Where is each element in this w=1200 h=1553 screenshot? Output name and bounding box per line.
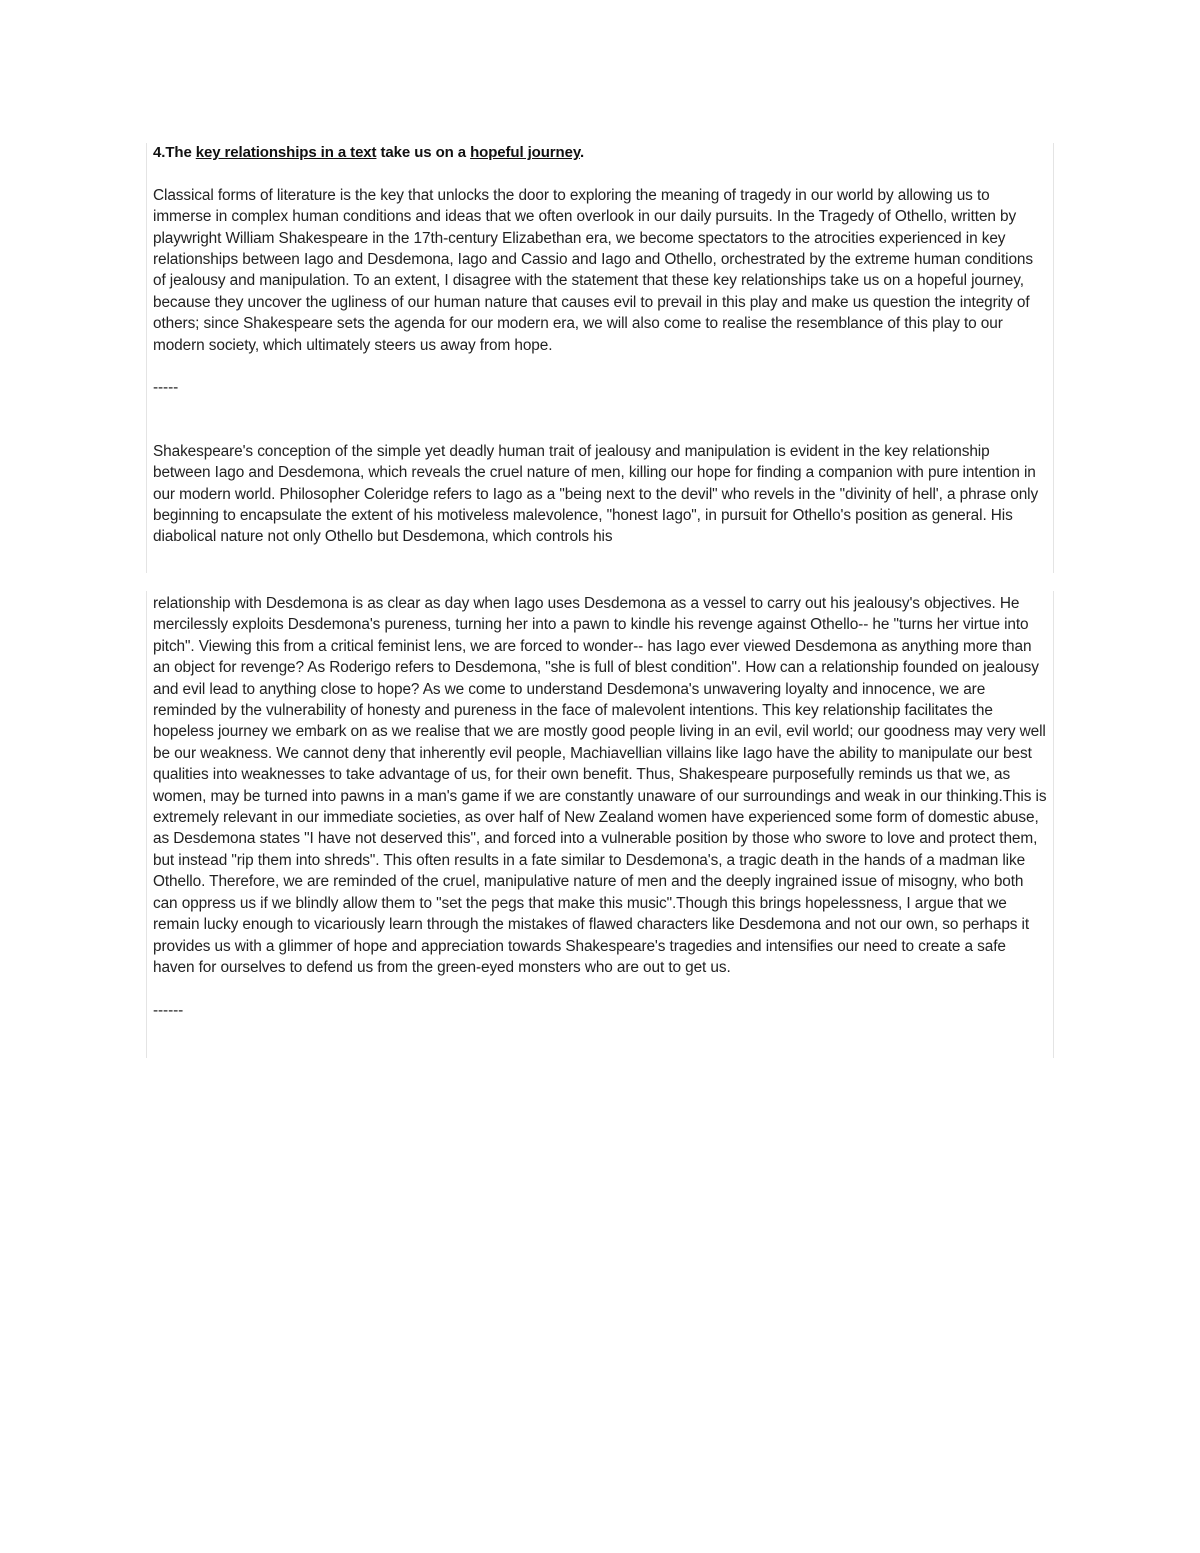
document-section-top	[153, 142, 1049, 548]
heading-underlined-phrase-1: key relationships in a text	[195, 144, 377, 161]
separator-1: -----	[153, 379, 179, 397]
heading-number: 4.	[153, 144, 166, 161]
blank-space	[153, 399, 1049, 441]
body-paragraph-part-1: Shakespeare's conception of the simple yet deadly human trait of jealousy and manipulation is evident in the key relationship between Iago and Desdemona, which reveals the cruel nature of men, killing our hope for finding a companion with pure intention in our modern world. Philosopher Coleridge refers to Iago as a "being next to the devil" who revels in the "divinity of hell', a phrase only beginning to encapsulate the extent of his motiveless malevolence, "honest Iago", in pursuit for Othello's position as general. His diabolical nature not only Othello but Desdemona, which controls his	[153, 442, 1039, 546]
heading-text-2: take us on a	[376, 144, 471, 161]
body-paragraph-part-2: relationship with Desdemona is as clear as day when Iago uses Desdemona as a vessel to carry out his jealousy's objectives. He mercilessly exploits Desdemona's pureness, turning her into a pawn to kindle his revenge against Othello-- he "turns her virtue into pitch". Viewing this from a critical feminist lens, we are forced to wonder-- has Iago ever viewed Desdemona as anything more than an object for revenge? As Roderigo refers to Desdemona, "she is full of blest condition". How can a relationship founded on jealousy and evil lead to anything close to hope? As we come to understand Desdemona's unwavering loyalty and innocence, we are reminded by the vulnerability of honesty and pureness in the face of malevolent intentions. This key relationship facilitates the hopeless journey we embark on as we realise that we are mostly good people living in an evil, evil world; our goodness may very well be our weakness. We cannot deny that inherently evil people, Machiavellian villains like Iago have the ability to manipulate our best qualities into weaknesses to take advantage of us, for their own benefit. Thus, Shakespeare purposefully reminds us that we, as women, may be turned into pawns in a man's game if we are constantly unaware of our surroundings and weak in our thinking.This is extremely relevant in our immediate societies, as over half of New Zealand women have experienced some form of domestic abuse, as Desdemona states "I have not deserved this", and forced into a vulnerable position by those who swore to love and protect them, but instead "rip them into shreds". This often results in a fate similar to Desdemona's, a tragic death in the hands of a madman like Othello. Therefore, we are reminded of the cruel, manipulative nature of men and the deeply ingrained issue of misogny, who both can oppress us if we blindly allow them to "set the pegs that make this music".Though this brings hopelessness, I argue that we remain lucky enough to vicariously learn through the mistakes of flawed characters like Desdemona and not our own, so perhaps it provides us with a glimmer of hope and appreciation towards Shakespeare's tragedies and intensifies our need to create a safe haven for ourselves to defend us from the green-eyed monsters who are out to get us.	[153, 595, 1047, 976]
document-section-bottom	[153, 593, 1049, 1021]
essay-heading	[153, 142, 1049, 163]
heading-text-3: .	[579, 144, 585, 161]
heading-underlined-phrase-2: hopeful journey	[470, 144, 580, 161]
heading-text-1: The	[165, 144, 196, 161]
intro-paragraph: Classical forms of literature is the key that unlocks the door to exploring the meaning of tragedy in our world by allowing us to immerse in complex human conditions and ideas that we often overlook in our daily pursuits. In the Tragedy of Othello, written by playwright William Shakespeare in the 17th-century Elizabethan era, we become spectators to the atrocities experienced in key relationships between Iago and Desdemona, Iago and Cassio and Iago and Othello, orchestrated by the extreme human conditions of jealousy and manipulation. To an extent, I disagree with the statement that these key relationships take us on a hopeful journey, because they uncover the ugliness of our human nature that causes evil to prevail in this play and make us question the integrity of others; since Shakespeare sets the agenda for our modern era, we will also come to realise the resemblance of this play to our modern society, which ultimately steers us away from hope.	[153, 186, 1033, 354]
separator-2: ------	[153, 1001, 184, 1019]
